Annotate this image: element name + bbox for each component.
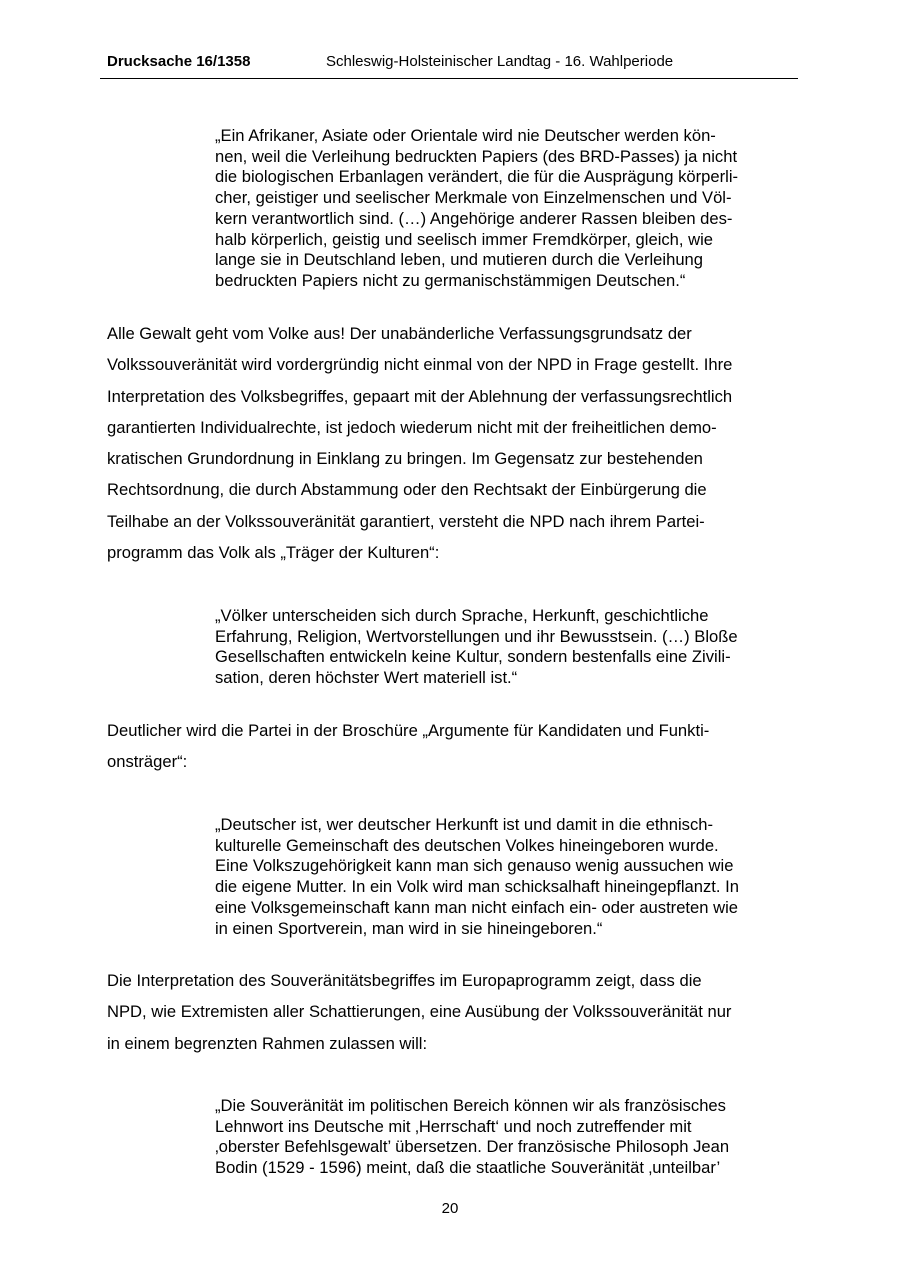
quote-line: Gesellschaften entwickeln keine Kultur, sondern bestenfalls eine Zivili-: [215, 647, 731, 667]
block-quote-1: [215, 126, 805, 292]
paragraph-line: programm das Volk als „Träger der Kulturen“:: [107, 543, 440, 563]
document-number: Drucksache 16/1358: [107, 53, 251, 70]
paragraph-line: Alle Gewalt geht vom Volke aus! Der unabänderliche Verfassungsgrundsatz der: [107, 324, 692, 343]
quote-line: Bodin (1529 - 1596) meint, daß die staatliche Souveränität ‚unteilbar’: [215, 1158, 721, 1178]
paragraph-line: Teilhabe an der Volkssouveränität garantiert, versteht die NPD nach ihrem Partei-: [107, 511, 705, 531]
quote-line: die biologischen Erbanlagen verändert, die für die Ausprägung körperli-: [215, 167, 739, 187]
paragraph-line: garantierten Individualrechte, ist jedoch wiederum nicht mit der freiheitlichen demo-: [107, 417, 717, 437]
block-quote-3: [215, 815, 805, 939]
paragraph-line: Volkssouveränität wird vordergründig nicht einmal von der NPD in Frage gestellt. Ihre: [107, 355, 733, 375]
paragraph-line: NPD, wie Extremisten aller Schattierungen, eine Ausübung der Volkssouveränität nur: [107, 1002, 732, 1022]
block-quote-2: [215, 606, 805, 689]
quote-line: kulturelle Gemeinschaft des deutschen Volkes hineingeboren wurde.: [215, 835, 719, 855]
body-paragraph-2: [107, 715, 807, 778]
quote-line: eine Volksgemeinschaft kann man nicht einfach ein- oder austreten wie: [215, 897, 739, 917]
quote-line: in einen Sportverein, man wird in sie hineingeboren.“: [215, 918, 603, 938]
quote-line: „Deutscher ist, wer deutscher Herkunft ist und damit in die ethnisch-: [215, 815, 714, 834]
quote-line: bedruckten Papiers nicht zu germanischstämmigen Deutschen.“: [215, 270, 686, 290]
quote-line: nen, weil die Verleihung bedruckten Papiers (des BRD-Passes) ja nicht: [215, 146, 738, 166]
page-header: [100, 52, 798, 79]
quote-line: „Die Souveränität im politischen Bereich können wir als französisches: [215, 1096, 726, 1115]
quote-line: lange sie in Deutschland leben, und mutieren durch die Verleihung: [215, 250, 704, 270]
quote-line: Erfahrung, Religion, Wertvorstellungen und ihr Bewusstsein. (…) Bloße: [215, 626, 738, 646]
body-paragraph-1: [107, 318, 807, 568]
quote-line: Lehnwort ins Deutsche mit ‚Herrschaft‘ und noch zutreffender mit: [215, 1116, 692, 1136]
paragraph-line: in einem begrenzten Rahmen zulassen will:: [107, 1033, 428, 1053]
block-quote-4: [215, 1096, 805, 1179]
paragraph-line: Rechtsordnung, die durch Abstammung oder den Rechtsakt der Einbürgerung die: [107, 480, 707, 500]
paragraph-line: Die Interpretation des Souveränitätsbegriffes im Europaprogramm zeigt, dass die: [107, 971, 702, 990]
quote-line: „Ein Afrikaner, Asiate oder Orientale wird nie Deutscher werden kön-: [215, 126, 716, 145]
quote-line: die eigene Mutter. In ein Volk wird man schicksalhaft hineingepflanzt. In: [215, 877, 739, 897]
quote-line: halb körperlich, geistig und seelisch immer Fremdkörper, gleich, wie: [215, 229, 714, 249]
quote-line: sation, deren höchster Wert materiell ist.“: [215, 668, 518, 688]
paragraph-line: kratischen Grundordnung in Einklang zu bringen. Im Gegensatz zur bestehenden: [107, 449, 703, 469]
quote-line: Eine Volkszugehörigkeit kann man sich genauso wenig aussuchen wie: [215, 856, 734, 876]
paragraph-line: onsträger“:: [107, 752, 188, 772]
page-number: 20: [441, 1200, 459, 1217]
paragraph-line: Deutlicher wird die Partei in der Broschüre „Argumente für Kandidaten und Funkti-: [107, 721, 710, 740]
quote-line: ‚oberster Befehlsgewalt’ übersetzen. Der französische Philosoph Jean: [215, 1137, 730, 1157]
quote-line: kern verantwortlich sind. (…) Angehörige anderer Rassen bleiben des-: [215, 208, 733, 228]
body-paragraph-3: [107, 965, 807, 1059]
quote-line: „Völker unterscheiden sich durch Sprache, Herkunft, geschichtliche: [215, 606, 709, 625]
document-title: Schleswig-Holsteinischer Landtag - 16. Wahlperiode: [326, 53, 674, 70]
paragraph-line: Interpretation des Volksbegriffes, gepaart mit der Ablehnung der verfassungsrechtlich: [107, 386, 733, 406]
quote-line: cher, geistiger und seelischer Merkmale von Einzelmenschen und Völ-: [215, 188, 732, 208]
